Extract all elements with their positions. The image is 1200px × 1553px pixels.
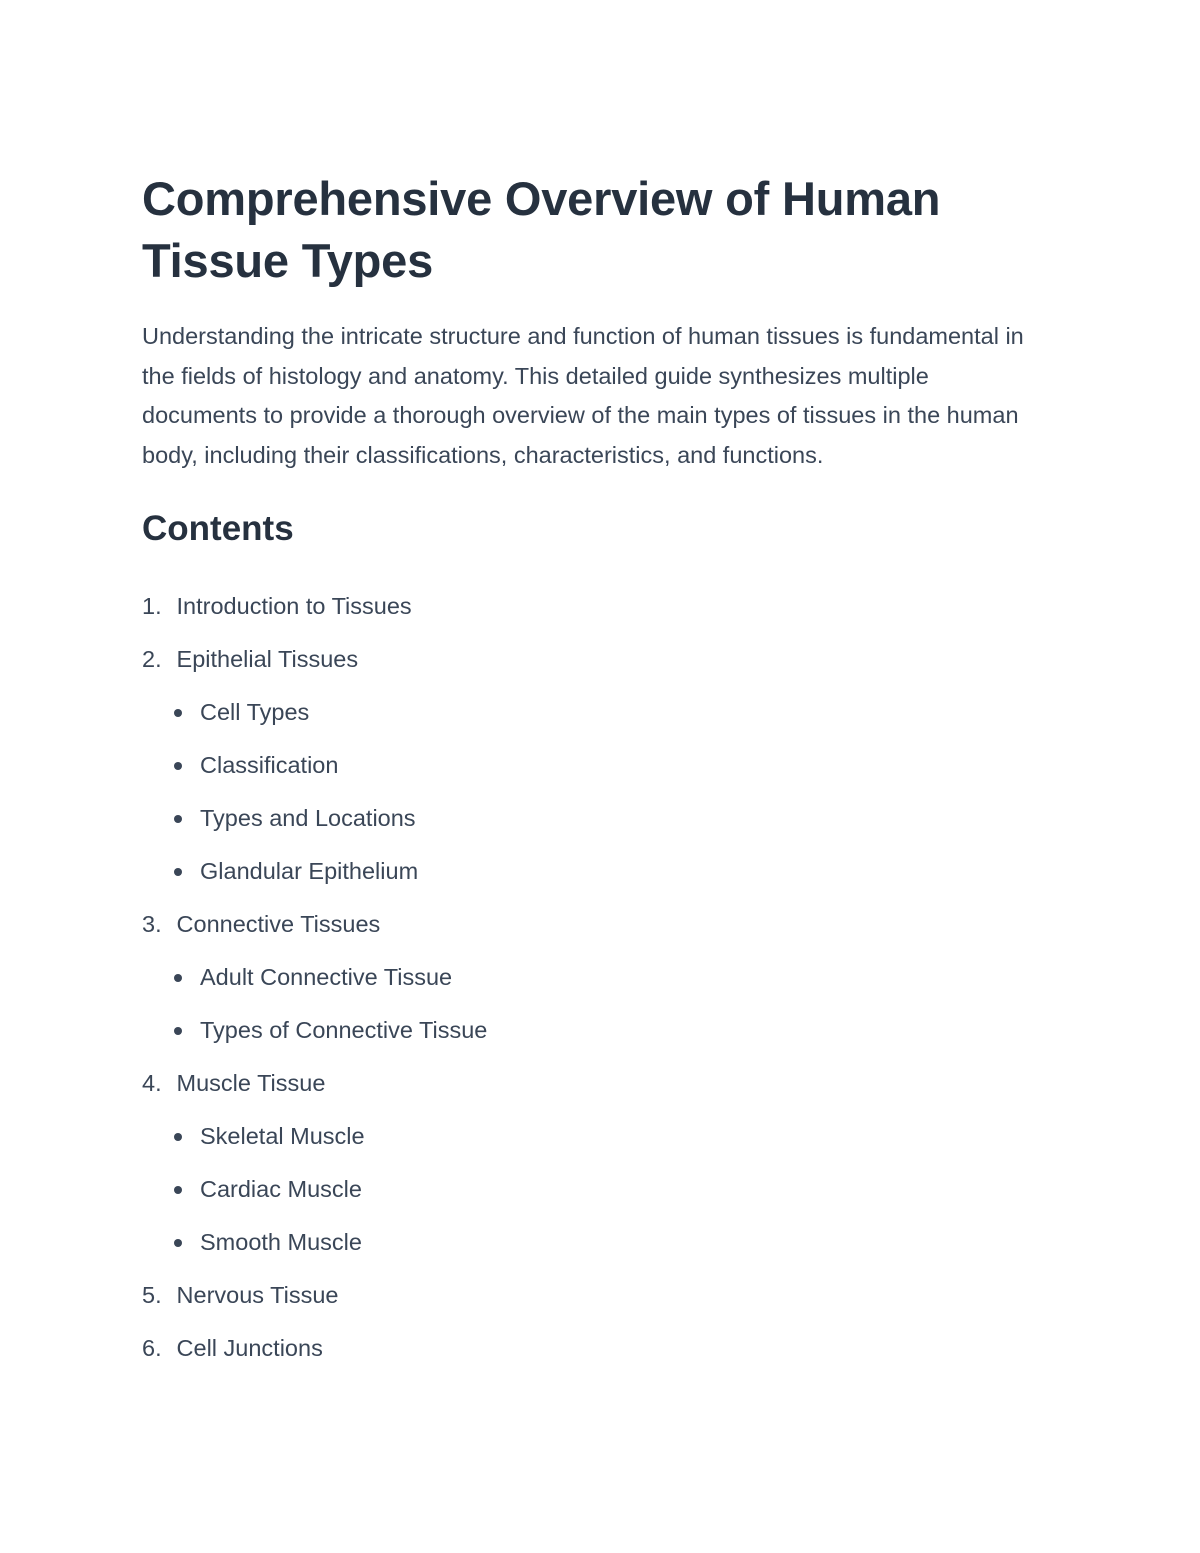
toc-sublist <box>142 686 1042 898</box>
toc-item-number: 2. <box>142 645 162 672</box>
toc-subitem[interactable] <box>172 1110 1042 1163</box>
toc-subitem-label: Smooth Muscle <box>200 1228 362 1255</box>
contents-heading: Contents <box>142 508 294 548</box>
toc-entry <box>142 1269 1042 1322</box>
toc-subitem[interactable] <box>172 845 1042 898</box>
bullet-icon <box>174 1133 182 1141</box>
toc-subitem-label: Adult Connective Tissue <box>200 963 453 990</box>
toc-entry <box>142 633 1042 898</box>
toc-item[interactable] <box>142 898 1042 951</box>
toc-subitem-label: Skeletal Muscle <box>200 1122 365 1149</box>
toc-item[interactable] <box>142 633 1042 686</box>
toc-subitem-label: Cell Types <box>200 698 310 725</box>
toc-item-label: Introduction to Tissues <box>176 592 412 619</box>
toc-item-number: 5. <box>142 1281 162 1308</box>
toc-entry <box>142 580 1042 633</box>
bullet-icon <box>174 1027 182 1035</box>
toc-item-label: Connective Tissues <box>176 910 381 937</box>
toc-item-number: 3. <box>142 910 162 937</box>
toc-item-label: Epithelial Tissues <box>176 645 359 672</box>
toc-subitem[interactable] <box>172 951 1042 1004</box>
bullet-icon <box>174 868 182 876</box>
toc-item[interactable] <box>142 1322 1042 1375</box>
toc-item[interactable] <box>142 1269 1042 1322</box>
bullet-icon <box>174 709 182 717</box>
toc-item-label: Nervous Tissue <box>176 1281 339 1308</box>
toc-entry <box>142 1057 1042 1269</box>
toc-subitem-label: Classification <box>200 751 339 778</box>
toc-item-label: Muscle Tissue <box>176 1069 326 1096</box>
toc-subitem[interactable] <box>172 1216 1042 1269</box>
toc-subitem[interactable] <box>172 792 1042 845</box>
bullet-icon <box>174 815 182 823</box>
toc-sublist <box>142 951 1042 1057</box>
toc-item-number: 4. <box>142 1069 162 1096</box>
toc-subitem[interactable] <box>172 1004 1042 1057</box>
toc-item-number: 1. <box>142 592 162 619</box>
bullet-icon <box>174 762 182 770</box>
toc-subitem[interactable] <box>172 739 1042 792</box>
toc-subitem-label: Types and Locations <box>200 804 416 831</box>
toc-subitem-label: Glandular Epithelium <box>200 857 419 884</box>
toc-subitem[interactable] <box>172 686 1042 739</box>
toc-entry <box>142 898 1042 1057</box>
toc-item[interactable] <box>142 580 1042 633</box>
toc-subitem-label: Cardiac Muscle <box>200 1175 362 1202</box>
toc-item[interactable] <box>142 1057 1042 1110</box>
table-of-contents <box>142 580 1042 1375</box>
intro-paragraph: Understanding the intricate structure and function of human tissues is fundamental in the fields of histology and anatomy. This detailed guide synthesizes multiple documents to provide a thorough overview of the main types of tissues in the human body, including their classifications, characteristics, and functions. <box>142 323 1024 469</box>
toc-item-label: Cell Junctions <box>176 1334 323 1361</box>
bullet-icon <box>174 1186 182 1194</box>
toc-entry <box>142 1322 1042 1375</box>
bullet-icon <box>174 974 182 982</box>
toc-subitem[interactable] <box>172 1163 1042 1216</box>
toc-subitem-label: Types of Connective Tissue <box>200 1016 488 1043</box>
bullet-icon <box>174 1239 182 1247</box>
page-title: Comprehensive Overview of Human Tissue Types <box>142 172 941 287</box>
toc-item-number: 6. <box>142 1334 162 1361</box>
document-page <box>142 168 1042 1375</box>
toc-sublist <box>142 1110 1042 1269</box>
